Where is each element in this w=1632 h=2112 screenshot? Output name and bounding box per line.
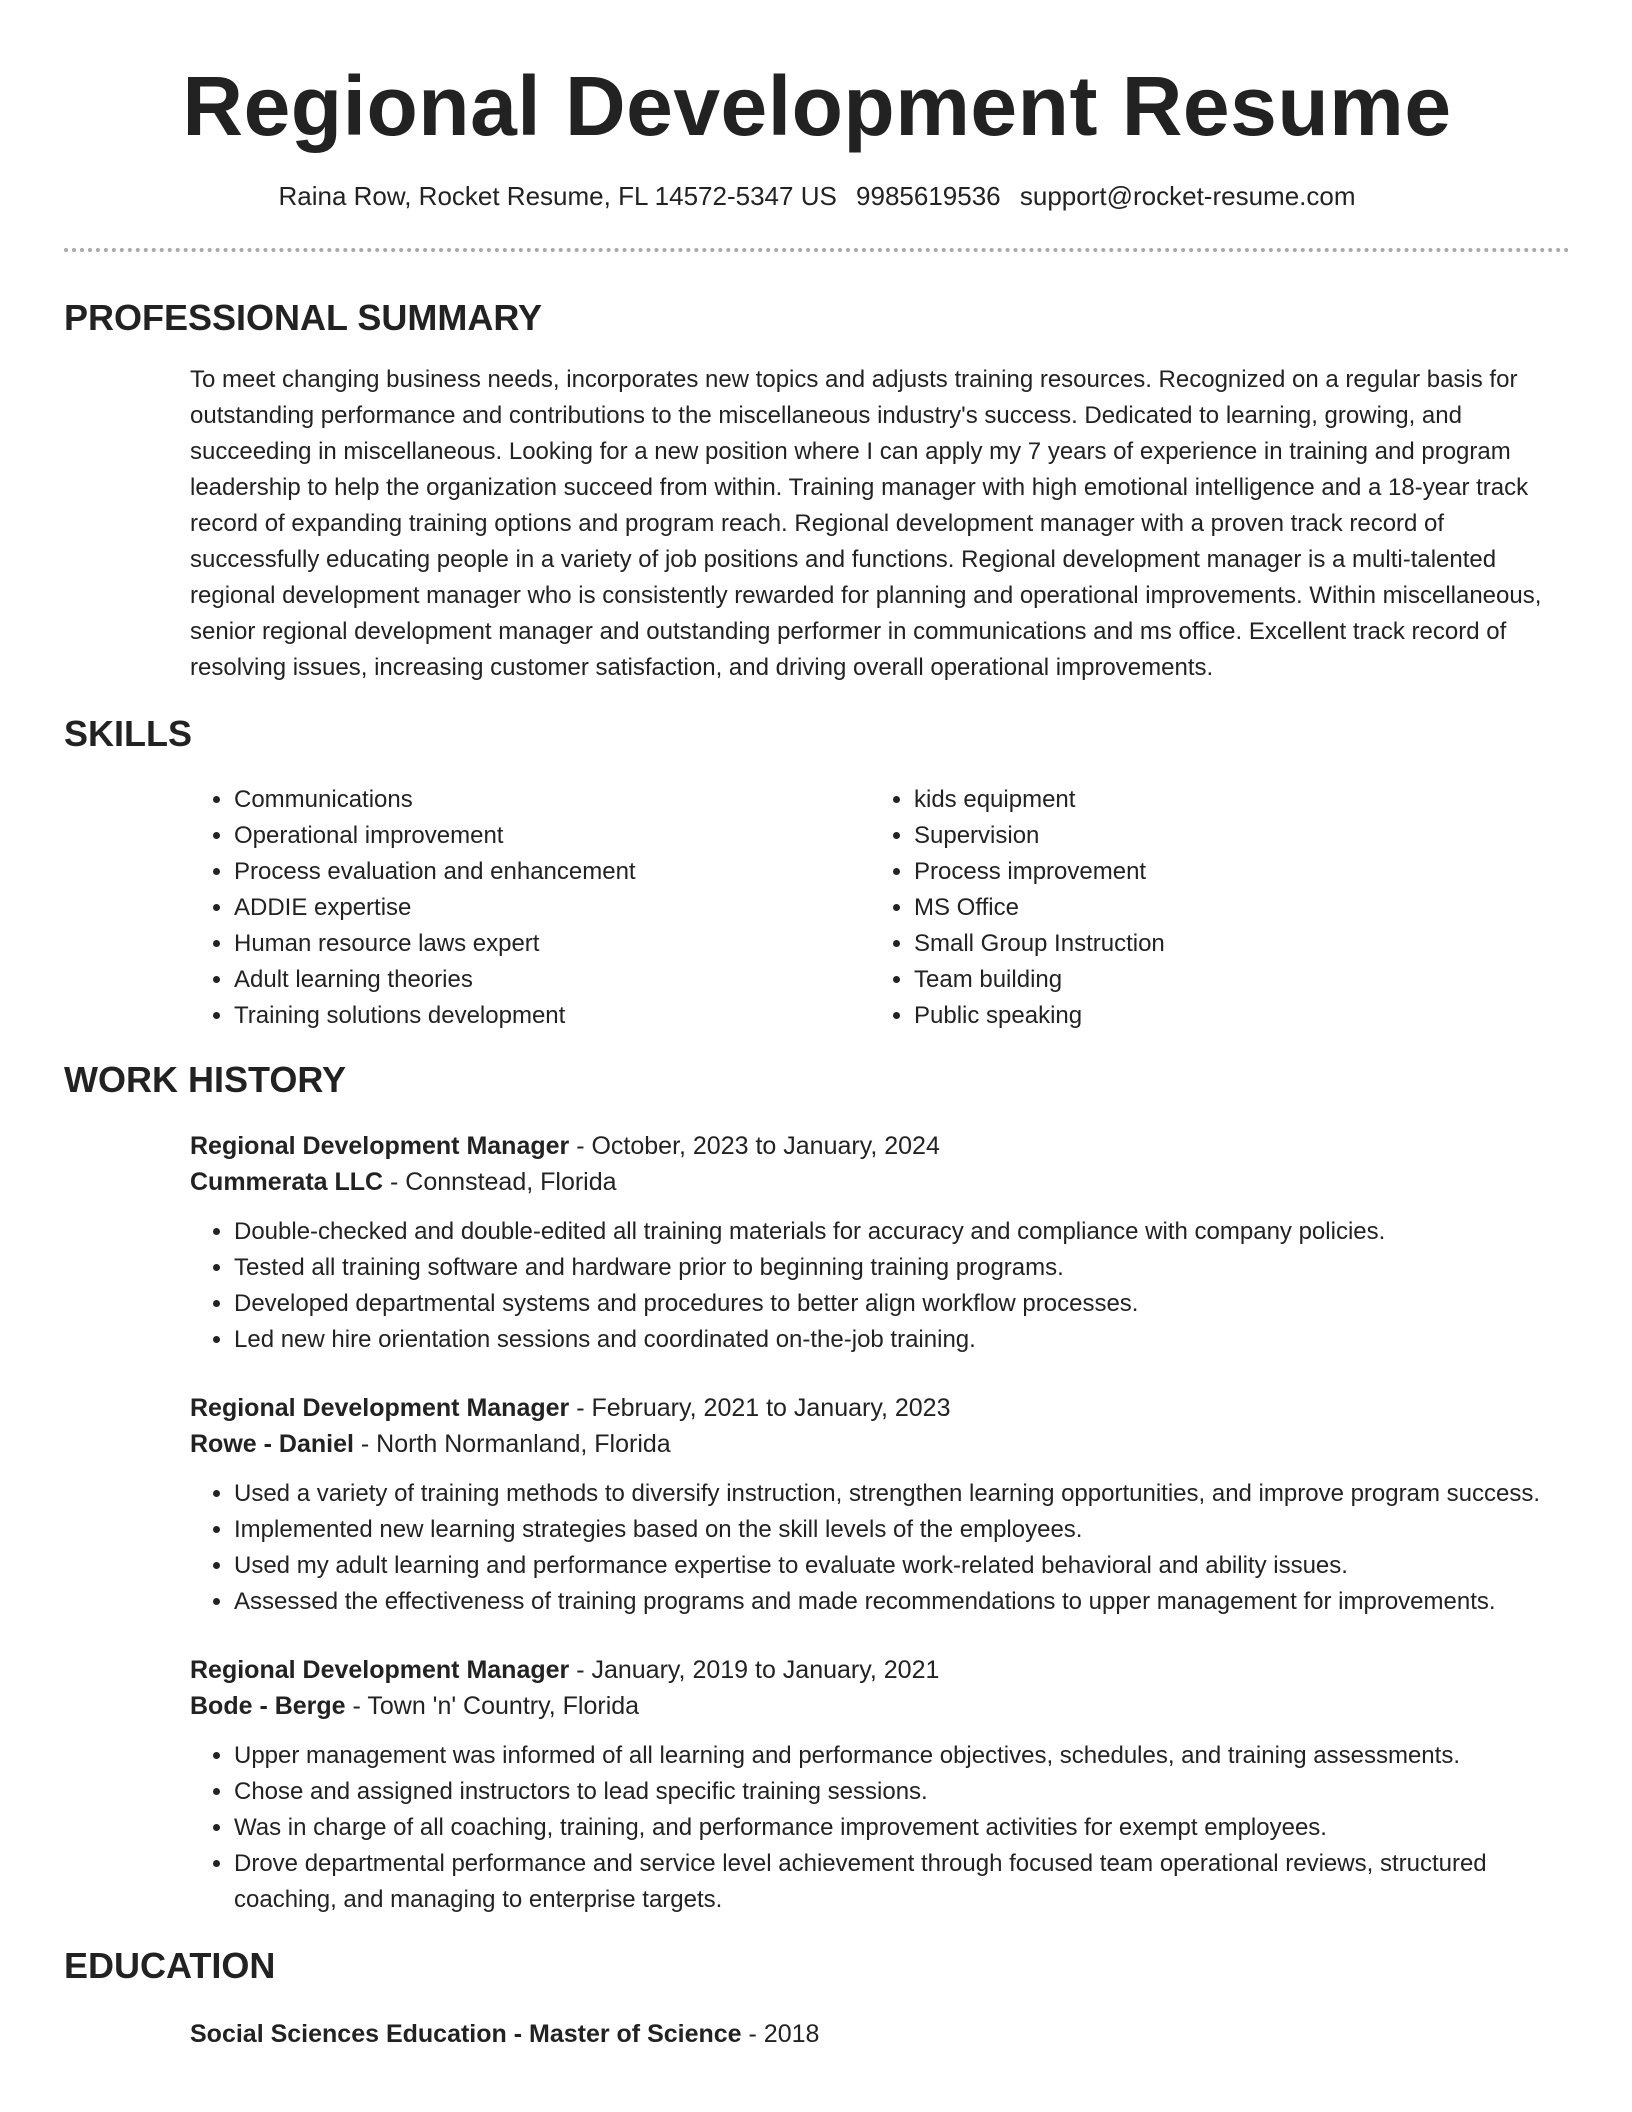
education-heading: EDUCATION [64,1945,276,1986]
job-title-line [190,1128,1570,1164]
job-title: Regional Development Manager [190,1132,570,1160]
skill-item: • ADDIE expertise [234,890,870,926]
education-entry [190,2016,1570,2052]
contact-address: Raina Row, Rocket Resume, FL 14572-5347 US [278,181,837,211]
job-bullet: • Upper management was informed of all learning and performance objectives, schedules, and training assessments. [234,1738,1570,1774]
job-bullet: • Double-checked and double-edited all training materials for accuracy and compliance with company policies. [234,1214,1570,1250]
skill-item: • Training solutions development [234,998,870,1034]
skills-column-left [190,782,870,1034]
job-title-line [190,1652,1570,1688]
job-company-line [190,1164,1570,1200]
job-bullet: • Used my adult learning and performance expertise to evaluate work-related behavioral and ability issues. [234,1548,1570,1584]
skill-item: • Small Group Instruction [914,926,1554,962]
job-company: Bode - Berge [190,1692,346,1720]
skill-item: • Supervision [914,818,1554,854]
job-title-line [190,1390,1570,1426]
job-bullet: • Implemented new learning strategies based on the skill levels of the employees. [234,1512,1570,1548]
job-bullets [190,1738,1570,1918]
job-bullet: • Used a variety of training methods to diversify instruction, strengthen learning opportunities, and improve program success. [234,1476,1570,1512]
job-company-line [190,1688,1570,1724]
skills-column-right [870,782,1554,1034]
job-title: Regional Development Manager [190,1656,570,1684]
skill-item: • Operational improvement [234,818,870,854]
skill-item: • Public speaking [914,998,1554,1034]
job-location: - Town 'n' Country, Florida [345,1692,640,1720]
job-bullet: • Assessed the effectiveness of training programs and made recommendations to upper management for improvements. [234,1584,1570,1620]
job-bullet: • Tested all training software and hardware prior to beginning training programs. [234,1250,1570,1286]
contact-email: support@rocket-resume.com [1019,181,1356,211]
skills-list [190,782,1570,1034]
job-company-line [190,1426,1570,1462]
job-bullets [190,1214,1570,1358]
skill-item: • MS Office [914,890,1554,926]
skill-item: • Adult learning theories [234,962,870,998]
contact-phone: 9985619536 [856,181,1001,211]
skill-item: • Team building [914,962,1554,998]
job-location: - North Normanland, Florida [353,1430,671,1458]
resume-page [64,0,1570,2052]
summary-text: To meet changing business needs, incorporates new topics and adjusts training resources. Recognized on a regular basis for outstanding performance and contributions to the miscellaneous industry's success. Dedicated to learning, growing, and succeeding in miscellaneous. Looking for a new position where I can apply my 7 years of experience in training and program leadership to help the organization succeed from within. Training manager with high emotional intelligence and a 18-year track record of expanding training options and program reach. Regional development manager with a proven track record of successfully educating people in a variety of job positions and functions. Regional development manager is a multi-talented regional development manager who is consistently rewarded for planning and operational improvements. Within miscellaneous, senior regional development manager and outstanding performer in communications and ms office. Excellent track record of resolving issues, increasing customer satisfaction, and driving overall operational improvements. [190,366,1542,681]
resume-title: Regional Development Resume [182,59,1452,153]
skill-item: • Process evaluation and enhancement [234,854,870,890]
job-company: Cummerata LLC [190,1168,384,1196]
job-bullet: • Developed departmental systems and procedures to better align workflow processes. [234,1286,1570,1322]
job-bullet: • Drove departmental performance and service level achievement through focused team operational reviews, structured coaching, and managing to enterprise targets. [234,1846,1570,1918]
job-bullet: • Led new hire orientation sessions and coordinated on-the-job training. [234,1322,1570,1358]
contact-line [64,180,1570,212]
job-dates: - February, 2021 to January, 2023 [569,1394,951,1422]
job-company: Rowe - Daniel [190,1430,354,1458]
job-location: - Connstead, Florida [383,1168,617,1196]
education-year: - 2018 [741,2020,820,2048]
job-entry [190,1390,1570,1620]
job-bullet: • Chose and assigned instructors to lead specific training sessions. [234,1774,1570,1810]
job-dates: - January, 2019 to January, 2021 [569,1656,940,1684]
education-degree: Social Sciences Education - Master of Science [190,2020,742,2048]
job-title: Regional Development Manager [190,1394,570,1422]
skill-item: • Human resource laws expert [234,926,870,962]
skill-item: • Process improvement [914,854,1554,890]
skill-item: • kids equipment [914,782,1554,818]
job-entry [190,1652,1570,1918]
job-bullet: • Was in charge of all coaching, training, and performance improvement activities for exempt employees. [234,1810,1570,1846]
skill-item: • Communications [234,782,870,818]
job-entry [190,1128,1570,1358]
skills-heading: SKILLS [64,713,193,754]
summary-heading: PROFESSIONAL SUMMARY [64,297,543,338]
header-divider [64,248,1570,252]
job-bullets [190,1476,1570,1620]
work-history-heading: WORK HISTORY [64,1059,347,1100]
job-dates: - October, 2023 to January, 2024 [569,1132,940,1160]
